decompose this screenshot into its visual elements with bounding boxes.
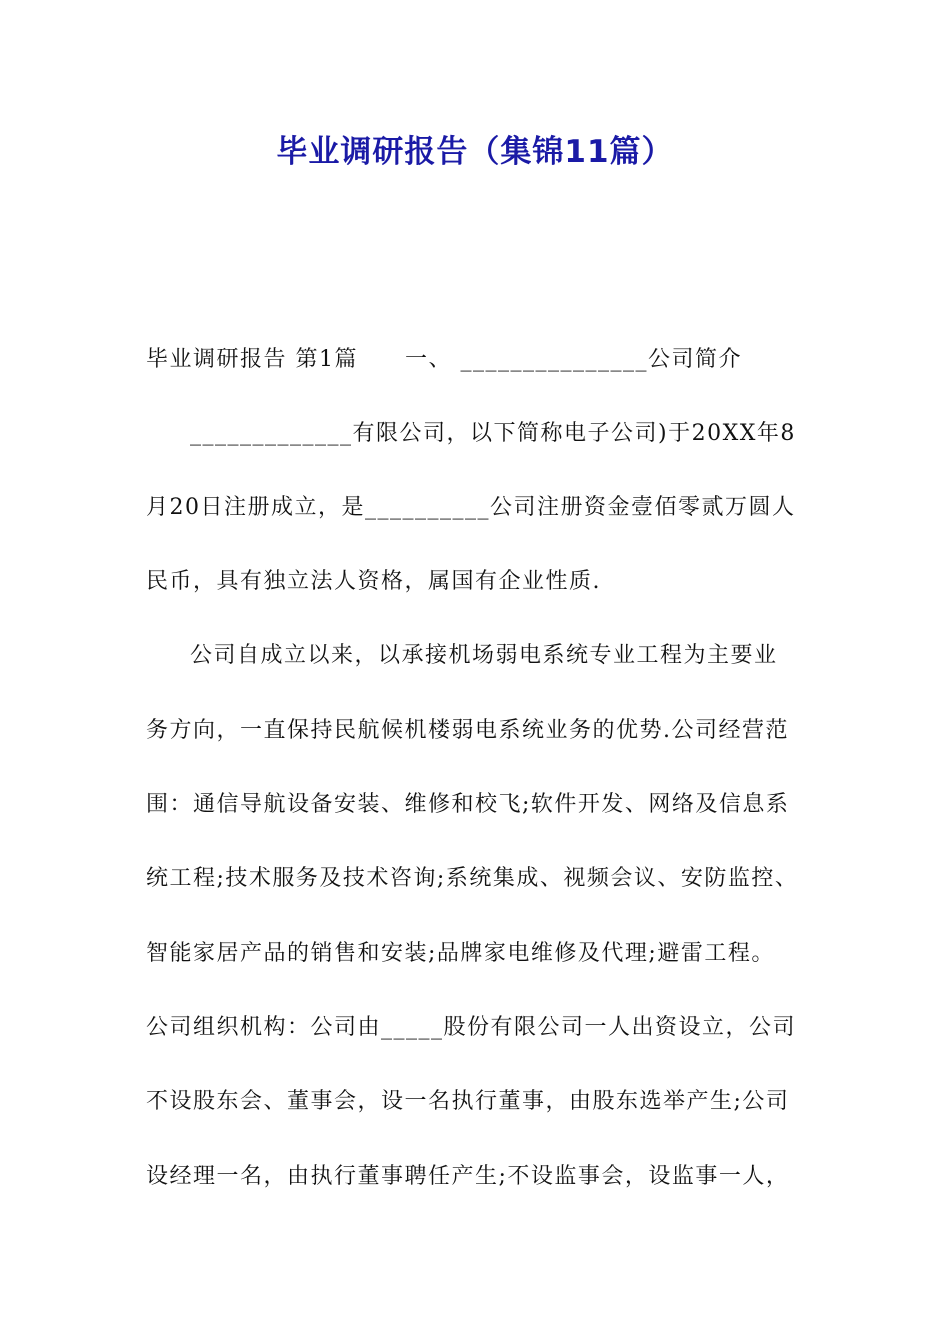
line-6: 务方向，一直保持民航候机楼弱电系统业务的优势.公司经营范 bbox=[146, 718, 789, 743]
line-11: 不设股东会、董事会，设一名执行董事，由股东选举产生;公司 bbox=[146, 1089, 790, 1114]
document-title: 毕业调研报告（集锦11篇） bbox=[276, 134, 674, 170]
line-12: 设经理一名，由执行董事聘任产生;不设监事会，设监事一人， bbox=[146, 1164, 790, 1189]
line-5: 公司自成立以来，以承接机场弱电系统专业工程为主要业 bbox=[190, 643, 778, 668]
line-8: 统工程;技术服务及技术咨询;系统集成、视频会议、安防监控、 bbox=[146, 866, 799, 891]
line-4: 民币，具有独立法人资格，属国有企业性质. bbox=[146, 569, 601, 594]
line-2: _____________有限公司，以下简称电子公司)于20XX年8 bbox=[190, 421, 796, 446]
line-7: 围：通信导航设备安装、维修和校飞;软件开发、网络及信息系 bbox=[146, 792, 790, 817]
line-3: 月20日注册成立，是__________公司注册资金壹佰零贰万圆人 bbox=[146, 495, 796, 520]
line-1: 毕业调研报告 第1篇 一、 _______________公司简介 bbox=[146, 347, 742, 372]
line-9: 智能家居产品的销售和安装;品牌家电维修及代理;避雷工程。 bbox=[146, 941, 775, 966]
line-10: 公司组织机构：公司由_____股份有限公司一人出资设立，公司 bbox=[146, 1015, 797, 1040]
